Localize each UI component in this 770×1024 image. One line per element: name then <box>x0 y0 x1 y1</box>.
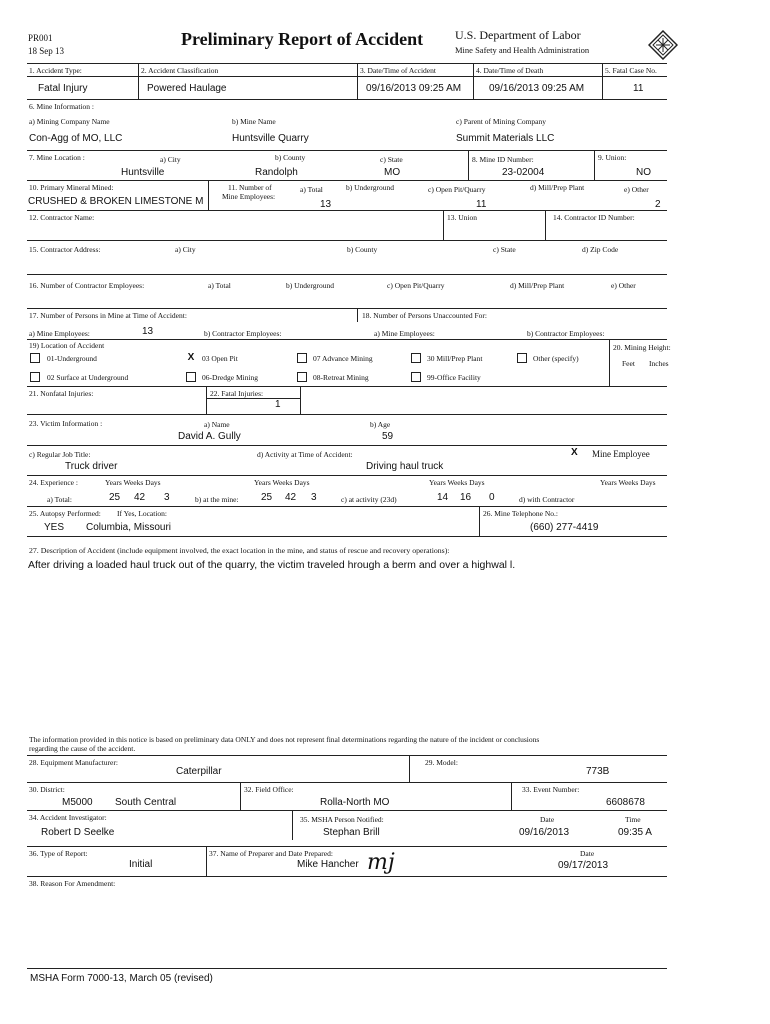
persons-mine-value: 13 <box>142 326 154 337</box>
mine-name-value: Huntsville Quarry <box>232 133 309 144</box>
agency-name: U.S. Department of Labor <box>455 28 581 42</box>
label-primary-mineral: 10. Primary Mineral Mined: <box>29 183 114 192</box>
mine-employee-mark: X <box>571 447 578 458</box>
label-emp-mill: d) Mill/Prep Plant <box>530 183 585 192</box>
label-contractor-openpit: c) Open Pit/Quarry <box>387 281 445 290</box>
parent-value: Summit Materials LLC <box>456 133 555 144</box>
label-death-datetime: 4. Date/Time of Death <box>476 66 544 75</box>
manufacturer-value: Caterpillar <box>176 766 222 777</box>
location-retreat-checkbox[interactable] <box>297 372 307 382</box>
label-contractor-address: 15. Contractor Address: <box>29 245 101 254</box>
location-advance-checkbox[interactable] <box>297 353 307 363</box>
label-mine-id: 8. Mine ID Number: <box>472 155 534 164</box>
emp-total-value: 13 <box>320 199 332 210</box>
exp-total-years: 25 <box>109 492 121 503</box>
exp-mine-days: 3 <box>311 492 317 503</box>
label-contractor-underground: b) Underground <box>286 281 334 290</box>
state-value: MO <box>384 167 401 178</box>
label-autopsy-location: If Yes, Location: <box>117 509 167 518</box>
label-union: 9. Union: <box>598 153 627 162</box>
label-parent: c) Parent of Mining Company <box>456 117 546 126</box>
mine-id-value: 23-02004 <box>502 167 545 178</box>
death-datetime-value: 09/16/2013 09:25 AM <box>489 83 585 94</box>
exp-total-weeks: 42 <box>134 492 146 503</box>
company-value: Con-Agg of MO, LLC <box>29 133 123 144</box>
label-mine-employees: Mine Employees: <box>222 192 276 201</box>
label-district: 30. District: <box>29 785 65 794</box>
label-activity: d) Activity at Time of Accident: <box>257 450 353 459</box>
label-mine-name: b) Mine Name <box>232 117 276 126</box>
label-contractor-city: a) City <box>175 245 196 254</box>
telephone-value: (660) 277-4419 <box>530 522 599 533</box>
location-surface-label: 02 Surface at Underground <box>47 373 129 382</box>
sub-agency-name: Mine Safety and Health Administration <box>455 45 590 55</box>
label-number-of: 11. Number of <box>228 183 272 192</box>
label-contractor-total: a) Total <box>208 281 231 290</box>
label-classification: 2. Accident Classification <box>141 66 219 75</box>
label-accident-type: 1. Accident Type: <box>29 66 82 75</box>
exp-mine-years: 25 <box>261 492 273 503</box>
label-contractor-state: c) State <box>493 245 516 254</box>
form-code: PR001 <box>28 33 53 43</box>
autopsy-location-value: Columbia, Missouri <box>86 522 172 533</box>
label-county: b) County <box>275 153 306 162</box>
label-manufacturer: 28. Equipment Manufacturer: <box>29 758 118 767</box>
fatal-injuries-value: 1 <box>275 399 281 410</box>
label-model: 29. Model: <box>425 758 458 767</box>
label-feet: Feet <box>622 359 635 368</box>
label-contractor-other: e) Other <box>611 281 636 290</box>
label-report-type: 36. Type of Report: <box>29 849 88 858</box>
exp-total-days: 3 <box>164 492 170 503</box>
location-office-checkbox[interactable] <box>411 372 421 382</box>
label-victim-information: 23. Victim Information : <box>29 419 103 428</box>
label-ywd-mine: Years Weeks Days <box>254 478 310 487</box>
label-emp-underground: b) Underground <box>346 183 394 192</box>
location-openpit-checkbox[interactable]: X <box>187 352 195 363</box>
label-unaccounted-contractor: b) Contractor Employees: <box>527 329 605 338</box>
label-nonfatal-injuries: 21. Nonfatal Injuries: <box>29 389 94 398</box>
label-mine-location: 7. Mine Location : <box>29 153 85 162</box>
label-contractor-union: 13. Union <box>447 213 477 222</box>
location-surface-checkbox[interactable] <box>30 372 40 382</box>
prepared-date-value: 09/17/2013 <box>558 860 609 871</box>
location-dredge-checkbox[interactable] <box>186 372 196 382</box>
victim-age-value: 59 <box>382 431 394 442</box>
classification-value: Powered Haulage <box>147 83 227 94</box>
label-mining-height: 20. Mining Height: <box>613 343 671 352</box>
label-contractor-employees: 16. Number of Contractor Employees: <box>29 281 145 290</box>
label-emp-other: e) Other <box>624 185 649 194</box>
label-fatal-injuries: 22. Fatal Injuries: <box>210 389 264 398</box>
field-office-value: Rolla-North MO <box>320 797 390 808</box>
location-retreat-label: 08-Retreat Mining <box>313 373 369 382</box>
location-openpit-label: 03 Open Pit <box>202 354 238 363</box>
mineral-value: CRUSHED & BROKEN LIMESTONE M <box>28 196 204 207</box>
activity-value: Driving haul truck <box>366 461 444 472</box>
label-mine-information: 6. Mine Information : <box>29 102 94 111</box>
label-fatal-case: 5. Fatal Case No. <box>605 66 657 75</box>
label-persons-mine-emp: a) Mine Employees: <box>29 329 90 338</box>
union-value: NO <box>636 167 651 178</box>
county-value: Randolph <box>255 167 298 178</box>
form-date: 18 Sep 13 <box>28 46 64 56</box>
label-emp-openpit: c) Open Pit/Quarry <box>428 185 486 194</box>
label-exp-activity: c) at activity (23d) <box>341 495 397 504</box>
location-dredge-label: 06-Dredge Mining <box>202 373 259 382</box>
exp-mine-weeks: 42 <box>285 492 297 503</box>
location-mill-label: 30 Mill/Prep Plant <box>427 354 483 363</box>
label-persons-contractor: b) Contractor Employees: <box>204 329 282 338</box>
label-victim-age: b) Age <box>370 420 391 429</box>
disclaimer-line-1: The information provided in this notice is based on preliminary data ONLY and does not represent final determinations regarding the nature of the incident or conclusions <box>29 735 540 744</box>
report-type-value: Initial <box>129 859 153 870</box>
label-ywd-activity: Years Weeks Days <box>429 478 485 487</box>
label-contractor-mill: d) Mill/Prep Plant <box>510 281 565 290</box>
label-event-number: 33. Event Number: <box>522 785 580 794</box>
label-persons-unaccounted: 18. Number of Persons Unaccounted For: <box>362 311 487 320</box>
label-job-title: c) Regular Job Title: <box>29 450 91 459</box>
label-contractor-county: b) County <box>347 245 378 254</box>
notified-date-value: 09/16/2013 <box>519 827 570 838</box>
label-persons-in-mine: 17. Number of Persons in Mine at Time of Accident: <box>29 311 187 320</box>
autopsy-value: YES <box>44 522 65 533</box>
accident-datetime-value: 09/16/2013 09:25 AM <box>366 83 462 94</box>
label-notified-time: Time <box>625 815 641 824</box>
description-text: After driving a loaded haul truck out of the quarry, the victim traveled hrough a berm and over a highwal l. <box>28 559 516 571</box>
label-mine-employee: Mine Employee <box>592 449 650 459</box>
label-location-of-accident: 19) Location of Accident <box>29 341 105 350</box>
investigator-value: Robert D Seelke <box>41 827 115 838</box>
location-advance-label: 07 Advance Mining <box>313 354 373 363</box>
district-name-value: South Central <box>115 797 177 808</box>
location-other-label: Other (specify) <box>533 354 579 363</box>
label-field-office: 32. Field Office: <box>244 785 294 794</box>
label-state: c) State <box>380 155 403 164</box>
label-emp-total: a) Total <box>300 185 323 194</box>
label-investigator: 34. Accident Investigator: <box>29 813 107 822</box>
exp-activity-years: 14 <box>437 492 449 503</box>
label-exp-mine: b) at the mine: <box>195 495 239 504</box>
preparer-value: Mike Hancher <box>297 859 359 870</box>
exp-activity-weeks: 16 <box>460 492 472 503</box>
label-contractor-id: 14. Contractor ID Number: <box>553 213 635 222</box>
label-ywd-total: Years Weeks Days <box>105 478 161 487</box>
label-exp-contractor: d) with Contractor <box>519 495 575 504</box>
location-other-checkbox[interactable] <box>517 353 527 363</box>
label-exp-total: a) Total: <box>47 495 72 504</box>
disclaimer-line-2: regarding the cause of the accident. <box>29 744 136 753</box>
label-mine-telephone: 26. Mine Telephone No.: <box>483 509 558 518</box>
label-reason-amendment: 38. Reason For Amendment: <box>29 879 116 888</box>
location-underground-checkbox[interactable] <box>30 353 40 363</box>
label-inches: Inches <box>649 359 669 368</box>
preparer-signature: mj <box>367 850 395 875</box>
emp-other-value: 2 <box>655 199 661 210</box>
accident-type-value: Fatal Injury <box>38 83 88 94</box>
emp-openpit-value: 11 <box>476 199 487 210</box>
city-value: Huntsville <box>121 167 165 178</box>
label-autopsy: 25. Autopsy Performed: <box>29 509 101 518</box>
label-person-notified: 35. MSHA Person Notified: <box>300 815 384 824</box>
location-mill-checkbox[interactable] <box>411 353 421 363</box>
job-title-value: Truck driver <box>65 461 118 472</box>
victim-name-value: David A. Gully <box>178 431 241 442</box>
label-accident-datetime: 3. Date/Time of Accident <box>360 66 436 75</box>
notified-time-value: 09:35 A <box>618 827 652 838</box>
label-notified-date: Date <box>540 815 555 824</box>
label-contractor-name: 12. Contractor Name: <box>29 213 95 222</box>
label-ywd-contractor: Years Weeks Days <box>600 478 656 487</box>
label-unaccounted-mine: a) Mine Employees: <box>374 329 435 338</box>
location-underground-label: 01-Underground <box>47 354 97 363</box>
person-notified-value: Stephan Brill <box>323 827 380 838</box>
location-office-label: 99-Office Facility <box>427 373 481 382</box>
label-company: a) Mining Company Name <box>29 117 110 126</box>
label-contractor-zip: d) Zip Code <box>582 245 619 254</box>
page-title: Preliminary Report of Accident <box>181 29 424 49</box>
fatal-case-value: 11 <box>633 83 644 94</box>
model-value: 773B <box>586 766 610 777</box>
exp-activity-days: 0 <box>489 492 495 503</box>
district-code-value: M5000 <box>62 797 93 808</box>
msha-seal-icon <box>648 30 678 60</box>
label-prepared-date: Date <box>580 849 595 858</box>
label-experience: 24. Experience : <box>29 478 78 487</box>
label-city: a) City <box>160 155 181 164</box>
form-number: MSHA Form 7000-13, March 05 (revised) <box>30 973 213 984</box>
label-victim-name: a) Name <box>204 420 230 429</box>
label-preparer: 37. Name of Preparer and Date Prepared: <box>209 849 333 858</box>
label-description: 27. Description of Accident (include equipment involved, the exact location in the mine, and status of rescue and recovery operations): <box>29 546 450 555</box>
event-number-value: 6608678 <box>606 797 645 808</box>
